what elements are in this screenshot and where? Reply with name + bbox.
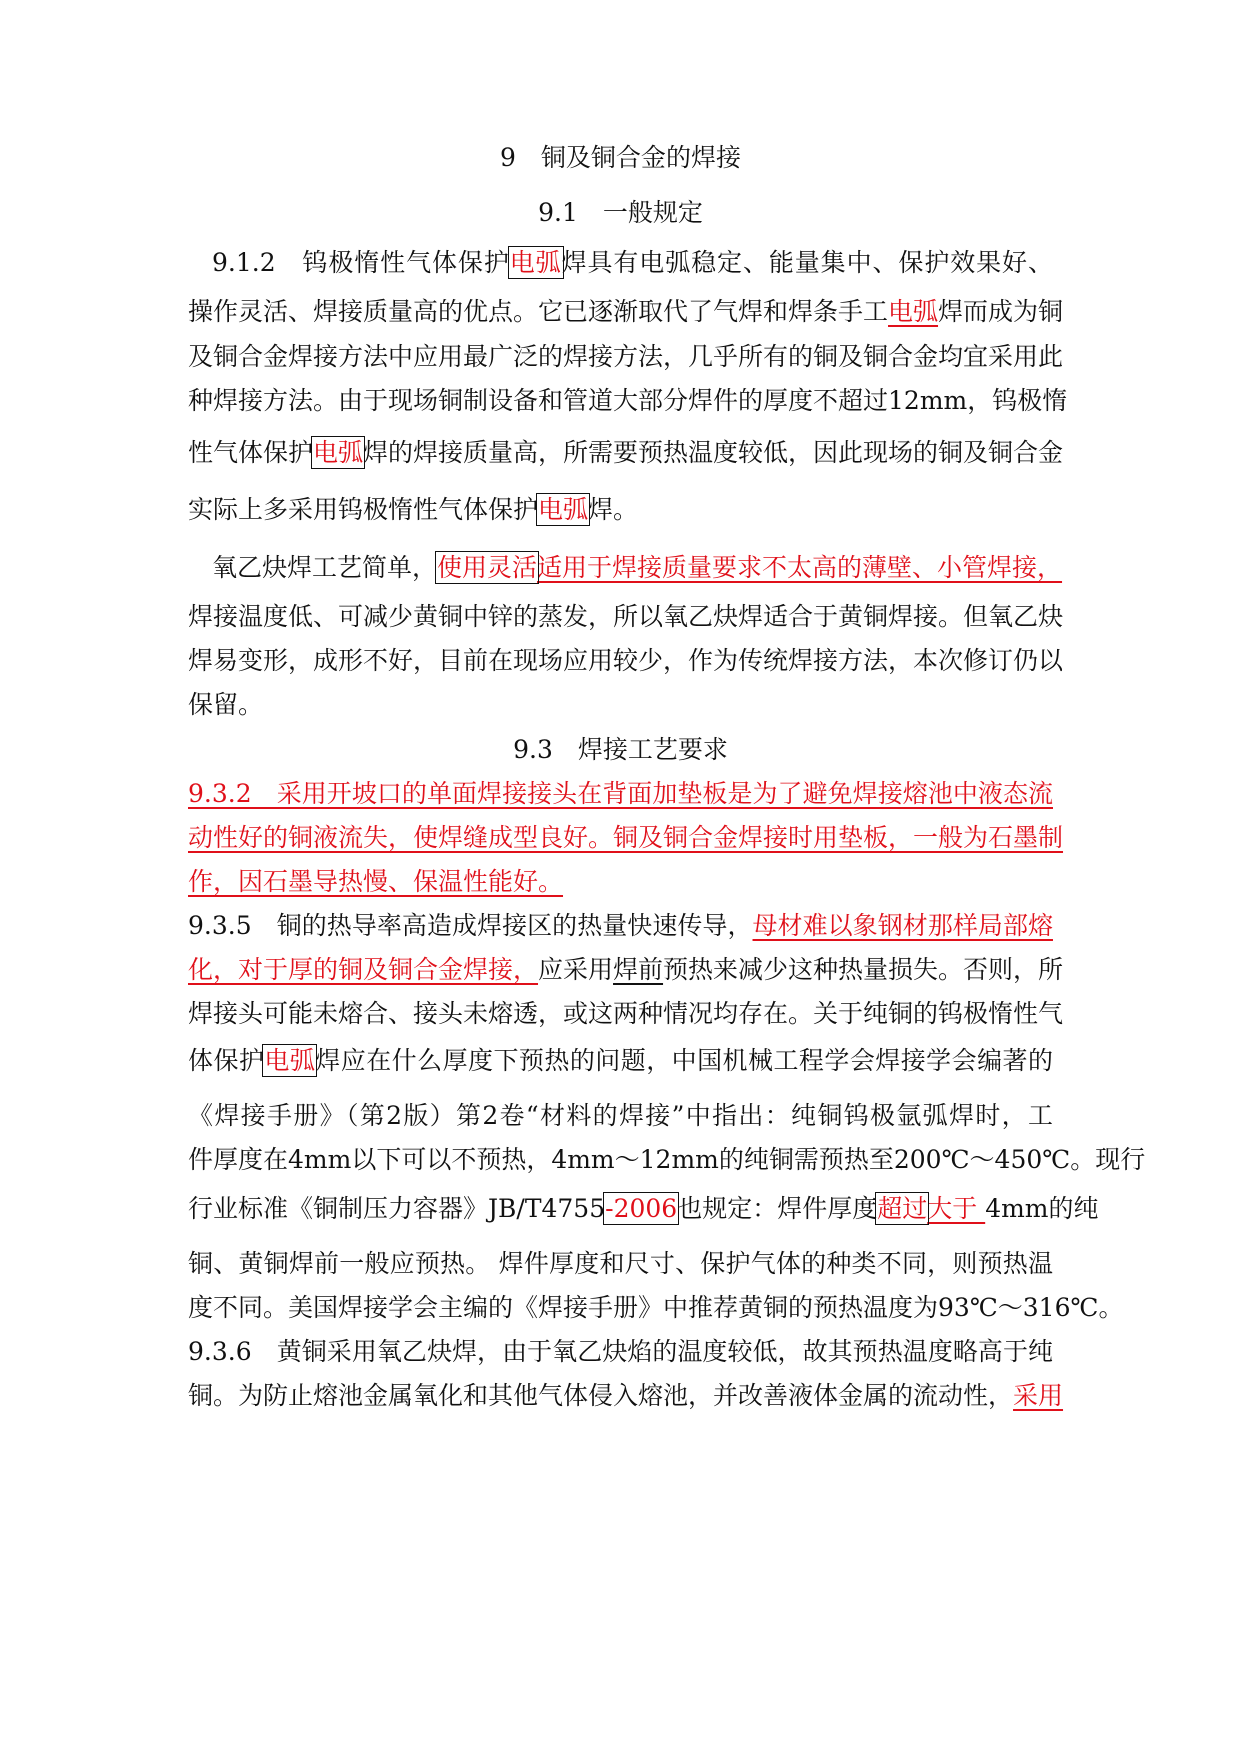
text-segment: 预热来减少这种热量损失。否则，所 [663, 955, 1064, 984]
revised-term-underlined: 电弧 [888, 297, 939, 326]
revised-term-box: 电弧 [264, 1046, 316, 1075]
paragraph-oxy-line-3: 焊易变形，成形不好，目前在现场应用较少，作为传统焊接方法，本次修订仍以 [188, 646, 1064, 675]
paragraph-9-1-2-line-1 [212, 247, 1053, 279]
revised-phrase-box: 使用灵活 [437, 553, 538, 582]
paragraph-9-3-2-line-2: 动性好的铜液流失，使焊缝成型良好。铜及铜合金焊接时用垫板，一般为石墨制 [188, 823, 1064, 852]
text-segment: 铜。为防止熔池金属氧化和其他气体侵入熔池，并改善液体金属的流动性， [188, 1381, 1014, 1410]
paragraph-9-3-6-line-2 [188, 1380, 1064, 1412]
paragraph-9-3-5-line-3: 焊接头可能未熔合、接头未熔透，或这两种情况均存在。关于纯铜的钨极惰性气 [188, 999, 1064, 1028]
revised-term-underlined: 大于 [927, 1194, 986, 1223]
paragraph-9-3-5-line-4 [188, 1045, 1053, 1077]
text-segment: 也规定：焊件厚度 [677, 1194, 878, 1223]
revised-phrase-underlined: 化，对于厚的铜及铜合金焊接， [188, 955, 539, 984]
text-segment: 实际上多采用钨极惰性气体保护 [188, 495, 539, 524]
text-segment: 氧乙炔焊工艺简单， [212, 553, 438, 582]
text-segment: 行业标准《铜制压力容器》JB/T4755 [188, 1194, 606, 1223]
paragraph-oxy-line-1 [212, 552, 1063, 584]
paragraph-9-1-2-line-4: 种焊接方法。由于现场铜制设备和管道大部分焊件的厚度不超过12mm，钨极惰 [188, 386, 1068, 415]
paragraph-9-3-6-line-1: 9.3.6 黄铜采用氧乙炔焊，由于氧乙炔焰的温度较低，故其预热温度略高于纯 [188, 1337, 1053, 1366]
text-segment: 操作灵活、焊接质量高的优点。它已逐渐取代了气焊和焊条手工 [188, 297, 889, 326]
text-segment: 焊。 [588, 495, 639, 524]
revised-term-box: 电弧 [538, 495, 589, 524]
text-segment: 性气体保护 [188, 438, 314, 467]
text-segment: 9.3.5 铜的热导率高造成焊接区的热量快速传导， [188, 911, 753, 940]
chapter-heading: 9 铜及铜合金的焊接 [500, 143, 741, 172]
text-segment: 体保护 [188, 1046, 265, 1075]
text-segment: 4mm的纯 [985, 1194, 1099, 1223]
text-segment: 9.1.2 钨极惰性气体保护 [212, 248, 510, 277]
text-segment: 焊的焊接质量高，所需要预热温度较低，因此现场的铜及铜合金 [363, 438, 1064, 467]
section-heading-9-1: 9.1 一般规定 [538, 198, 703, 227]
paragraph-oxy-line-2: 焊接温度低、可减少黄铜中锌的蒸发，所以氧乙炔焊适合于黄铜焊接。但氧乙炔 [188, 602, 1064, 631]
revised-phrase-underlined: 母材难以象钢材那样局部熔 [752, 911, 1053, 940]
paragraph-oxy-line-4: 保留。 [188, 690, 264, 719]
text-segment: 焊而成为铜 [938, 297, 1064, 326]
paragraph-9-3-2-line-1: 9.3.2 采用开坡口的单面焊接接头在背面加垫板是为了避免焊接熔池中液态流 [188, 779, 1053, 808]
revised-phrase-underlined: 适用于焊接质量要求不太高的薄壁、小管焊接， [537, 553, 1063, 582]
paragraph-9-3-5-line-1 [188, 910, 1053, 942]
paragraph-9-3-5-line-7 [188, 1193, 1099, 1225]
paragraph-9-1-2-line-6 [188, 494, 1053, 526]
section-heading-9-3: 9.3 焊接工艺要求 [513, 735, 728, 764]
paragraph-9-1-2-line-5 [188, 437, 1064, 469]
underlined-term: 焊前 [613, 955, 664, 984]
paragraph-9-3-5-line-6: 件厚度在4mm以下可以不预热，4mm～12mm的纯铜需预热至200℃～450℃。现行 [188, 1145, 1146, 1174]
paragraph-9-1-2-line-3: 及铜合金焊接方法中应用最广泛的焊接方法，几乎所有的铜及铜合金均宜采用此 [188, 342, 1064, 371]
paragraph-9-3-5-line-9: 度不同。美国焊接学会主编的《焊接手册》中推荐黄铜的预热温度为93℃～316℃。 [188, 1293, 1124, 1322]
revised-term-box: 电弧 [509, 248, 562, 277]
paragraph-9-3-5-line-2 [188, 954, 1064, 986]
paragraph-9-3-2-line-3: 作，因石墨导热慢、保温性能好。 [188, 867, 564, 896]
text-segment: 应采用 [538, 955, 614, 984]
text-segment: 焊应在什么厚度下预热的问题，中国机械工程学会焊接学会编著的 [315, 1046, 1053, 1075]
revised-term-box: 超过 [877, 1194, 928, 1223]
revised-term-underlined: 采用 [1013, 1381, 1064, 1410]
revised-term-box: -2006 [605, 1194, 678, 1223]
paragraph-9-3-5-line-8: 铜、黄铜焊前一般应预热。 焊件厚度和尺寸、保护气体的种类不同，则预热温 [188, 1249, 1053, 1278]
text-segment: 焊具有电弧稳定、能量集中、保护效果好、 [561, 248, 1053, 277]
revised-term-box: 电弧 [313, 438, 364, 467]
paragraph-9-1-2-line-2 [188, 296, 1064, 328]
paragraph-9-3-5-line-5: 《焊接手册》（第2版）第2卷“材料的焊接”中指出：纯铜钨极氩弧焊时，工 [188, 1101, 1053, 1130]
